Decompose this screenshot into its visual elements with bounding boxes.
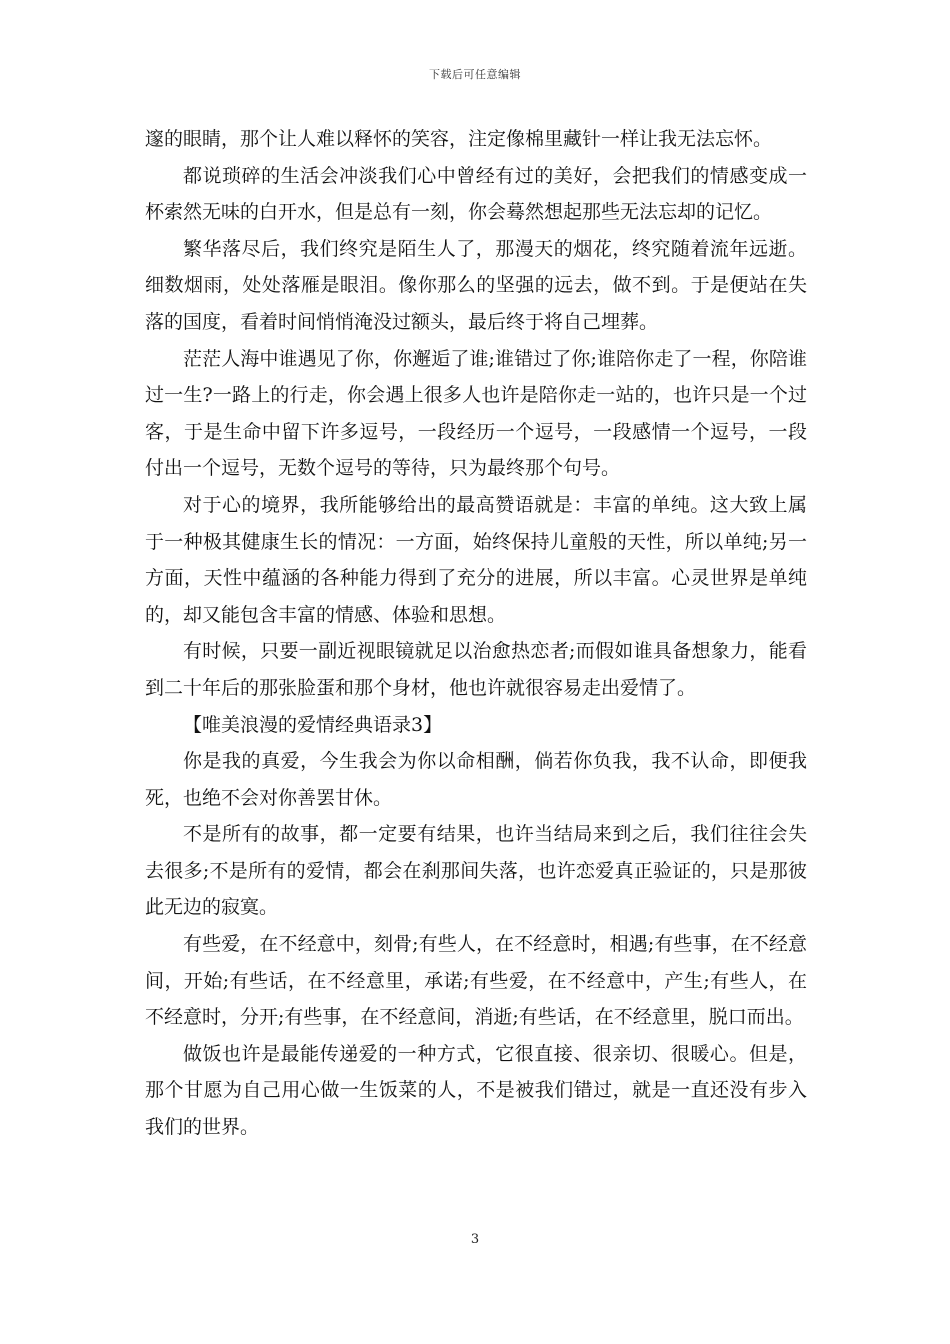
paragraph: 做饭也许是最能传递爱的一种方式，它很直接、很亲切、很暖心。但是，那个甘愿为自己用心做一生饭菜的人，不是被我们错过，就是一直还没有步入我们的世界。 — [145, 1042, 807, 1139]
paragraph: 你是我的真爱，今生我会为你以命相酬，倘若你负我，我不认命，即便我死，也绝不会对你善罢甘休。 — [145, 750, 807, 809]
page-number: 3 — [470, 1232, 480, 1247]
paragraph: 都说琐碎的生活会冲淡我们心中曾经有过的美好，会把我们的情感变成一杯索然无味的白开水，但是总有一刻，你会蓦然想起那些无法忘却的记忆。 — [145, 164, 807, 224]
paragraph: 不是所有的故事，都一定要有结果，也许当结局来到之后，我们往往会失去很多;不是所有的爱情，都会在刹那间失落，也许恋爱真正验证的，只是那彼此无边的寂寞。 — [145, 823, 807, 919]
page-header: 下载后可任意编辑 — [429, 68, 521, 81]
paragraph: 繁华落尽后，我们终究是陌生人了，那漫天的烟花，终究随着流年远逝。细数烟雨，处处落雁是眼泪。像你那么的坚强的远去，做不到。于是便站在失落的国度，看着时间悄悄淹没过额头，最后终于将自己埋葬。 — [145, 237, 807, 333]
paragraph-continuation: 邃的眼睛，那个让人难以释怀的笑容，注定像棉里藏针一样让我无法忘怀。 — [145, 128, 773, 150]
section-heading: 【唯美浪漫的爱情经典语录3】 — [183, 713, 443, 736]
paragraph: 对于心的境界，我所能够给出的最高赞语就是：丰富的单纯。这大致上属于一种极其健康生长的情况：一方面，始终保持儿童般的天性，所以单纯;另一方面，天性中蕴涵的各种能力得到了充分的进展，所以丰富。心灵世界是单纯的，却又能包含丰富的情感、体验和思想。 — [145, 493, 807, 626]
paragraph: 有时候，只要一副近视眼镜就足以治愈热恋者;而假如谁具备想象力，能看到二十年后的那张脸蛋和那个身材，他也许就很容易走出爱情了。 — [145, 640, 807, 699]
document-body — [145, 121, 807, 1146]
paragraph: 有些爱，在不经意中，刻骨;有些人，在不经意时，相遇;有些事，在不经意间，开始;有些话，在不经意里，承诺;有些爱，在不经意中，产生;有些人，在不经意时，分开;有些事，在不经意间，消逝;有些话，在不经意里，脱口而出。 — [145, 933, 807, 1029]
paragraph: 茫茫人海中谁遇见了你，你邂逅了谁;谁错过了你;谁陪你走了一程，你陪谁过一生?一路上的行走，你会遇上很多人也许是陪你走一站的，也许只是一个过客，于是生命中留下许多逗号，一段经历一个逗号，一段感情一个逗号，一段付出一个逗号，无数个逗号的等待，只为最终那个句号。 — [145, 347, 807, 480]
